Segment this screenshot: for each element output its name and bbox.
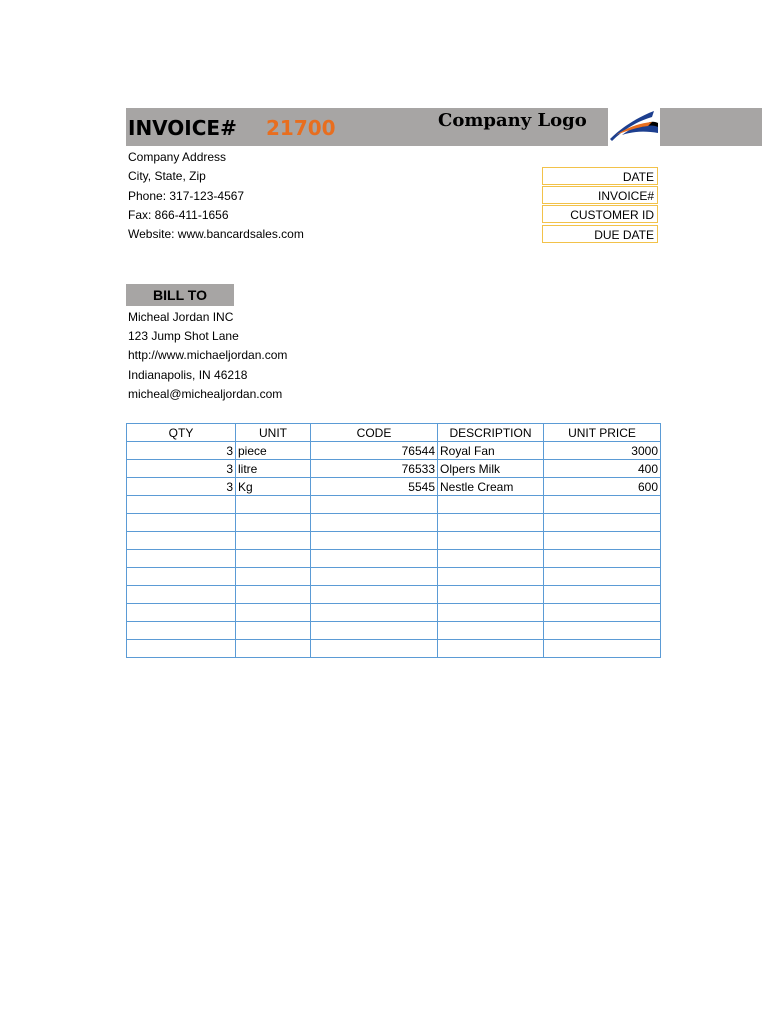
empty-cell[interactable] [236, 568, 311, 586]
cell-description[interactable]: Olpers Milk [438, 460, 544, 478]
meta-date [542, 167, 658, 185]
empty-cell[interactable] [438, 532, 544, 550]
empty-cell[interactable] [127, 604, 236, 622]
cell-description[interactable]: Royal Fan [438, 442, 544, 460]
empty-cell[interactable] [311, 640, 438, 658]
empty-cell[interactable] [544, 496, 661, 514]
empty-cell[interactable] [236, 496, 311, 514]
empty-cell[interactable] [127, 568, 236, 586]
empty-table-row [127, 604, 661, 622]
meta-date-label: DATE [622, 170, 654, 184]
company-fax: Fax: 866-411-1656 [128, 208, 229, 222]
empty-cell[interactable] [438, 604, 544, 622]
cell-unit[interactable]: litre [236, 460, 311, 478]
empty-cell[interactable] [438, 550, 544, 568]
table-row [127, 442, 661, 460]
empty-cell[interactable] [236, 604, 311, 622]
empty-table-row [127, 514, 661, 532]
items-table [126, 423, 661, 658]
header-qty: QTY [127, 424, 236, 442]
empty-cell[interactable] [127, 640, 236, 658]
empty-cell[interactable] [236, 550, 311, 568]
empty-cell[interactable] [544, 532, 661, 550]
meta-invoice [542, 186, 658, 204]
cell-qty[interactable]: 3 [127, 478, 236, 496]
bill-to-name: Micheal Jordan INC [128, 310, 234, 324]
empty-cell[interactable] [311, 514, 438, 532]
empty-cell[interactable] [311, 622, 438, 640]
header-code: CODE [311, 424, 438, 442]
empty-cell[interactable] [127, 496, 236, 514]
empty-table-row [127, 496, 661, 514]
invoice-label: INVOICE# [128, 116, 237, 140]
cell-code[interactable]: 76544 [311, 442, 438, 460]
table-header-row [127, 424, 661, 442]
meta-invoice-label: INVOICE# [597, 189, 654, 203]
cell-unit-price[interactable]: 400 [544, 460, 661, 478]
bill-to-street: 123 Jump Shot Lane [128, 329, 239, 343]
empty-cell[interactable] [236, 532, 311, 550]
invoice-number: 21700 [266, 116, 336, 140]
cell-unit-price[interactable]: 600 [544, 478, 661, 496]
cell-description[interactable]: Nestle Cream [438, 478, 544, 496]
header-unit: UNIT [236, 424, 311, 442]
empty-cell[interactable] [438, 568, 544, 586]
company-city: City, State, Zip [128, 169, 206, 183]
cell-qty[interactable]: 3 [127, 460, 236, 478]
empty-rows [127, 496, 661, 658]
empty-cell[interactable] [127, 586, 236, 604]
company-logo [608, 105, 660, 147]
empty-cell[interactable] [311, 496, 438, 514]
empty-cell[interactable] [127, 550, 236, 568]
empty-cell[interactable] [311, 568, 438, 586]
company-website: Website: www.bancardsales.com [128, 227, 304, 241]
empty-cell[interactable] [438, 586, 544, 604]
company-logo-text: Company Logo [438, 110, 587, 131]
empty-cell[interactable] [544, 640, 661, 658]
table-row [127, 478, 661, 496]
empty-cell[interactable] [311, 532, 438, 550]
empty-table-row [127, 640, 661, 658]
empty-table-row [127, 622, 661, 640]
empty-table-row [127, 568, 661, 586]
bill-to-label: BILL TO [126, 284, 234, 306]
company-phone: Phone: 317-123-4567 [128, 189, 245, 203]
logo-swoosh-icon [608, 105, 660, 147]
empty-table-row [127, 586, 661, 604]
meta-due-date-label: DUE DATE [594, 228, 654, 242]
empty-cell[interactable] [127, 532, 236, 550]
empty-cell[interactable] [311, 550, 438, 568]
cell-qty[interactable]: 3 [127, 442, 236, 460]
company-address: Company Address [128, 150, 227, 164]
empty-cell[interactable] [438, 640, 544, 658]
cell-unit[interactable]: piece [236, 442, 311, 460]
empty-cell[interactable] [544, 550, 661, 568]
empty-cell[interactable] [311, 586, 438, 604]
meta-customer-id-label: CUSTOMER ID [570, 208, 654, 222]
empty-cell[interactable] [438, 496, 544, 514]
table-row [127, 460, 661, 478]
empty-cell[interactable] [438, 622, 544, 640]
empty-cell[interactable] [544, 514, 661, 532]
empty-cell[interactable] [236, 640, 311, 658]
empty-cell[interactable] [544, 568, 661, 586]
bill-to-email: micheal@michealjordan.com [128, 387, 283, 401]
bill-to-url: http://www.michaeljordan.com [128, 348, 288, 362]
meta-customer-id [542, 205, 658, 223]
cell-code[interactable]: 5545 [311, 478, 438, 496]
header-unit-price: UNIT PRICE [544, 424, 661, 442]
cell-unit[interactable]: Kg [236, 478, 311, 496]
empty-cell[interactable] [236, 514, 311, 532]
header-description: DESCRIPTION [438, 424, 544, 442]
empty-table-row [127, 550, 661, 568]
empty-cell[interactable] [236, 586, 311, 604]
empty-table-row [127, 532, 661, 550]
empty-cell[interactable] [311, 604, 438, 622]
empty-cell[interactable] [127, 622, 236, 640]
bill-to-city: Indianapolis, IN 46218 [128, 368, 248, 382]
meta-due-date [542, 225, 658, 243]
cell-unit-price[interactable]: 3000 [544, 442, 661, 460]
empty-cell[interactable] [544, 604, 661, 622]
empty-cell[interactable] [438, 514, 544, 532]
empty-cell[interactable] [544, 586, 661, 604]
empty-cell[interactable] [544, 622, 661, 640]
empty-cell[interactable] [236, 622, 311, 640]
cell-code[interactable]: 76533 [311, 460, 438, 478]
empty-cell[interactable] [127, 514, 236, 532]
